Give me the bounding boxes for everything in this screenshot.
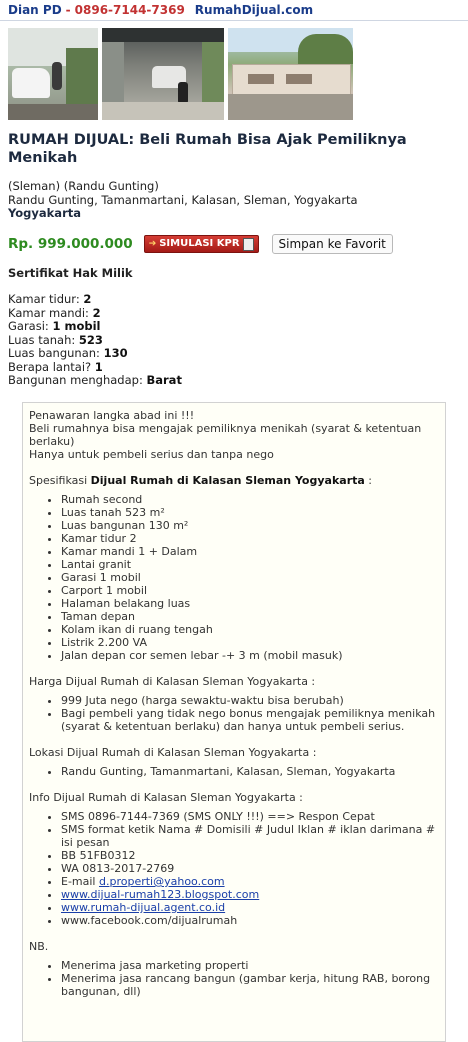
list-item: • Kamar mandi 1 + Dalam — [61, 545, 439, 558]
spec-heading: Spesifikasi Dijual Rumah di Kalasan Sleman Yogyakarta : — [29, 474, 372, 487]
intro-line-3: Hanya untuk pembeli serius dan tanpa nego — [29, 448, 274, 461]
intro-line-2: Beli rumahnya bisa mengajak pemiliknya menikah (syarat & ketentuan berlaku) — [29, 422, 422, 448]
spec-floors: Berapa lantai? 1 — [8, 359, 103, 374]
property-specs — [8, 293, 458, 388]
description-box — [22, 402, 446, 1042]
header-separator: - — [65, 3, 71, 17]
info-sms-format: • SMS format ketik Nama # Domisili # Judul Iklan # iklan darimana # isi pesan — [61, 823, 439, 849]
photo-thumbnail-1[interactable] — [8, 28, 98, 120]
arrow-right-icon: ➔ — [148, 239, 157, 249]
spec-bedrooms: Kamar tidur: 2 — [8, 292, 92, 306]
info-blog — [61, 888, 439, 901]
info-agent — [61, 901, 439, 914]
price-row — [8, 234, 458, 254]
list-item: • Kolam ikan di ruang tengah — [61, 623, 439, 636]
spec-building-area: Luas bangunan: 130 — [8, 346, 128, 360]
agent-phone[interactable]: 0896-7144-7369 — [74, 3, 185, 17]
kpr-simulation-button[interactable] — [144, 235, 259, 253]
photo-gallery — [8, 28, 353, 120]
city-name: Yogyakarta — [8, 206, 81, 220]
certificate-type: Sertifikat Hak Milik — [8, 266, 133, 280]
location-list — [29, 765, 439, 778]
list-item: • 999 Juta nego (harga sewaktu-waktu bisa berubah) — [61, 694, 439, 707]
list-item: • Menerima jasa marketing properti — [61, 959, 439, 972]
list-item: • Carport 1 mobil — [61, 584, 439, 597]
site-link[interactable]: RumahDijual.com — [194, 3, 314, 17]
list-item: • Kamar tidur 2 — [61, 532, 439, 545]
nb-list — [29, 959, 439, 998]
calculator-icon — [243, 238, 254, 251]
email-link[interactable]: d.properti@yahoo.com — [98, 875, 225, 888]
list-item: • Rumah second — [61, 493, 439, 506]
location-heading: Lokasi Dijual Rumah di Kalasan Sleman Yogyakarta : — [29, 746, 317, 759]
listing-price: Rp. 999.000.000 — [8, 236, 133, 252]
agent-name[interactable]: Dian PD — [8, 3, 62, 17]
list-item: • Halaman belakang luas — [61, 597, 439, 610]
list-item: • Lantai granit — [61, 558, 439, 571]
info-list — [29, 810, 439, 927]
spec-list — [29, 493, 439, 662]
info-email: • E-mail d.properti@yahoo.com — [61, 875, 439, 888]
area-tags: (Sleman) (Randu Gunting) — [8, 179, 159, 193]
blog-link[interactable]: www.dijual-rumah123.blogspot.com — [61, 888, 260, 901]
list-item: • Luas tanah 523 m² — [61, 506, 439, 519]
list-item: • Jalan depan cor semen lebar -+ 3 m (mobil masuk) — [61, 649, 439, 662]
info-heading: Info Dijual Rumah di Kalasan Sleman Yogyakarta : — [29, 791, 303, 804]
price-heading: Harga Dijual Rumah di Kalasan Sleman Yogyakarta : — [29, 675, 316, 688]
nb-heading: NB. — [29, 940, 49, 953]
list-item: • Listrik 2.200 VA — [61, 636, 439, 649]
info-wa: • WA 0813-2017-2769 — [61, 862, 439, 875]
list-item: • Luas bangunan 130 m² — [61, 519, 439, 532]
full-address: Randu Gunting, Tamanmartani, Kalasan, Sleman, Yogyakarta — [8, 192, 358, 207]
list-item: • Menerima jasa rancang bangun (gambar kerja, hitung RAB, borong bangunan, dll) — [61, 972, 439, 998]
info-facebook: • www.facebook.com/dijualrumah — [61, 914, 439, 927]
price-list — [29, 694, 439, 733]
agent-site-link[interactable]: www.rumah-dijual.agent.co.id — [61, 901, 226, 914]
info-bb: • BB 51FB0312 — [61, 849, 439, 862]
kpr-button-label: SIMULASI KPR — [159, 238, 240, 249]
spec-garage: Garasi: 1 mobil — [8, 319, 101, 333]
intro-line-1: Penawaran langka abad ini !!! — [29, 409, 195, 422]
save-favorite-button[interactable]: Simpan ke Favorit — [272, 234, 393, 254]
list-item: • Bagi pembeli yang tidak nego bonus mengajak pemiliknya menikah (syarat & ketentuan berlaku) dan hanya untuk pembeli serius. — [61, 707, 439, 733]
list-item: • Garasi 1 mobil — [61, 571, 439, 584]
listing-address — [8, 180, 458, 221]
list-item: • Taman depan — [61, 610, 439, 623]
list-item: • Randu Gunting, Tamanmartani, Kalasan, Sleman, Yogyakarta — [61, 765, 439, 778]
spec-land-area: Luas tanah: 523 — [8, 332, 103, 347]
photo-thumbnail-2[interactable] — [102, 28, 224, 120]
listing-title: RUMAH DIJUAL: Beli Rumah Bisa Ajak Pemiliknya Menikah — [8, 132, 407, 166]
top-header — [0, 0, 468, 21]
photo-thumbnail-3[interactable] — [228, 28, 353, 120]
spec-facing: Bangunan menghadap: Barat — [8, 373, 182, 387]
info-sms: • SMS 0896-7144-7369 (SMS ONLY !!!) ==> Respon Cepat — [61, 810, 439, 823]
spec-bathrooms: Kamar mandi: 2 — [8, 305, 101, 320]
